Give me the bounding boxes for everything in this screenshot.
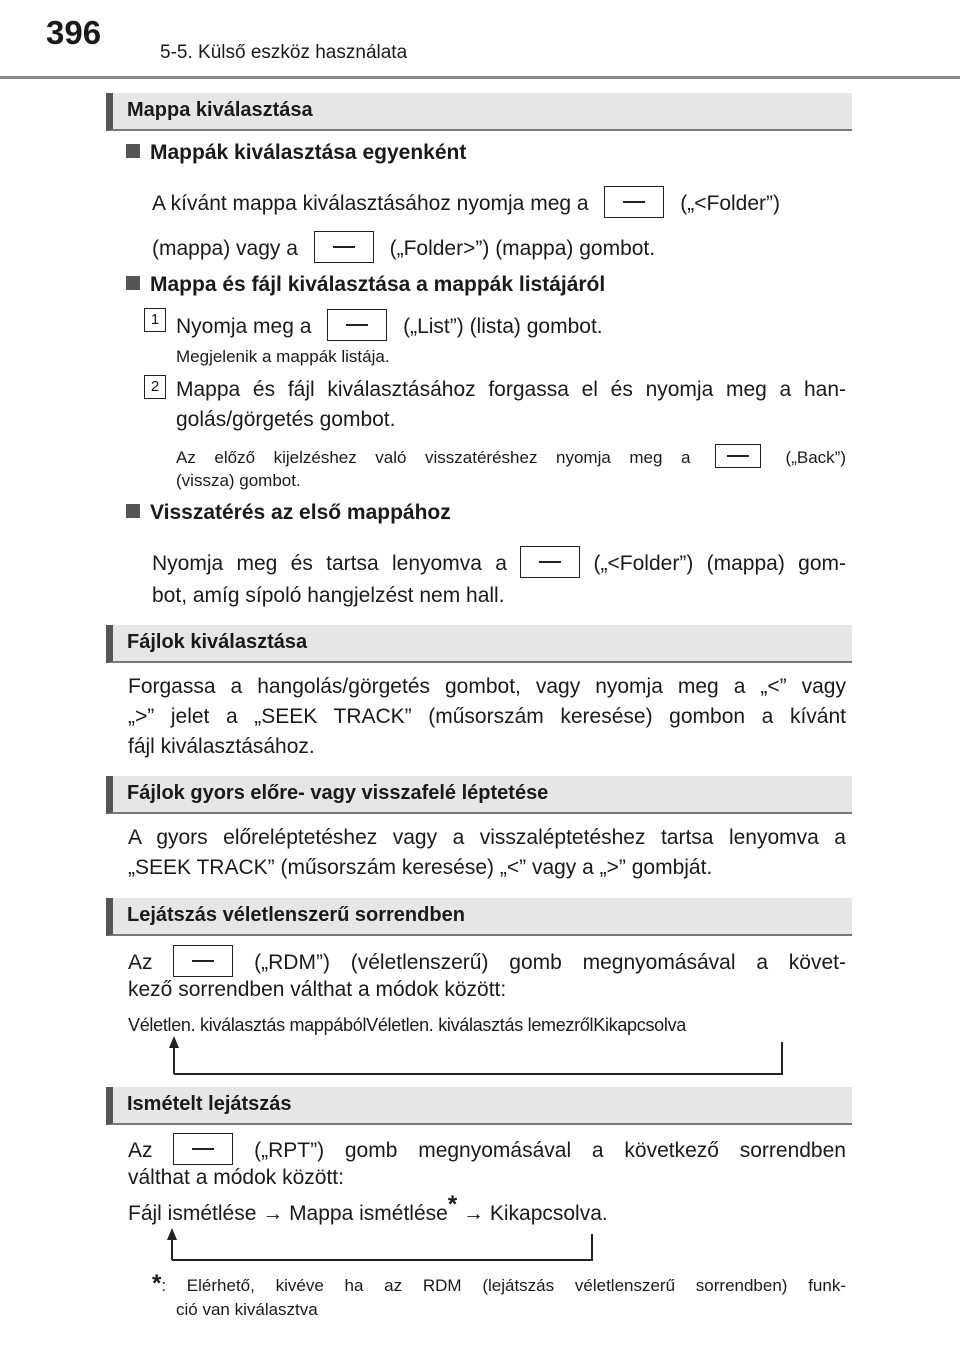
folder-prev-button-icon <box>604 186 664 218</box>
square-bullet-icon <box>126 504 140 518</box>
section-title: Ismételt lejátszás <box>127 1093 292 1115</box>
paragraph-line: A kívánt mappa kiválasztásához nyomja meg a („<Folder”) <box>152 186 780 219</box>
section-bar-folder-select <box>106 93 852 131</box>
footnote: *: Elérhető, kivéve ha az RDM (lejátszás véletlenszerű sorrendben) funk- <box>152 1270 846 1297</box>
cycle-arrow-icon <box>160 1034 800 1080</box>
arrow-right-icon: → <box>262 1202 284 1225</box>
chapter-title: 5-5. Külső eszköz használata <box>160 42 408 63</box>
rdm-button-icon <box>173 945 233 977</box>
paragraph-line: fájl kiválasztásához. <box>128 735 315 758</box>
subheading-from-list: Mappa és fájl kiválasztása a mappák listájáról <box>126 273 605 297</box>
note: (vissza) gombot. <box>176 471 301 490</box>
note: Megjelenik a mappák listája. <box>176 347 390 366</box>
header-rule <box>0 76 960 79</box>
section-title: Fájlok gyors előre- vagy visszafelé léptetése <box>127 782 549 804</box>
paragraph-line: Az („RPT”) gomb megnyomásával a következő sorrendben <box>128 1133 846 1166</box>
note: Az előző kijelzéshez való visszatéréshez nyomja meg a („Back”) <box>176 444 846 471</box>
arrow-right-icon: → <box>463 1202 484 1225</box>
footnote: ció van kiválasztva <box>176 1300 318 1319</box>
section-bar-repeat <box>106 1087 852 1125</box>
mode-cycle: Véletlen. kiválasztás mappábólVéletlen. kiválasztás lemezrőlKikapcsolva <box>128 1015 686 1035</box>
section-title: Mappa kiválasztása <box>127 99 313 121</box>
back-button-icon <box>715 444 761 468</box>
paragraph-line: golás/görgetés gombot. <box>176 408 396 431</box>
paragraph-line: Mappa és fájl kiválasztásához forgassa el és nyomja meg a han- <box>176 378 846 401</box>
list-button-icon <box>327 309 387 341</box>
section-bar-file-select <box>106 625 852 663</box>
folder-prev-button-icon <box>520 546 580 578</box>
paragraph-line: válthat a módok között: <box>128 1166 344 1189</box>
section-title: Fájlok kiválasztása <box>127 631 308 653</box>
paragraph-line: Nyomja meg és tartsa lenyomva a („<Folder”) (mappa) gom- <box>152 546 846 579</box>
section-bar-random <box>106 898 852 936</box>
paragraph-line: bot, amíg sípoló hangjelzést nem hall. <box>152 584 505 607</box>
paragraph-line: (mappa) vagy a („Folder>”) (mappa) gombot. <box>152 231 655 264</box>
folder-next-button-icon <box>314 231 374 263</box>
paragraph-line: „SEEK TRACK” (műsorszám keresése) „<” vagy a „>” gombját. <box>128 856 713 879</box>
paragraph-line: A gyors előreléptetéshez vagy a visszaléptetéshez tartsa lenyomva a <box>128 826 846 849</box>
section-bar-fast-step <box>106 776 852 814</box>
step-number: 2 <box>144 375 166 399</box>
rpt-button-icon <box>173 1133 233 1165</box>
mode-cycle: Fájl ismétlése → Mappa ismétlése* → Kikapcsolva. <box>128 1191 608 1225</box>
square-bullet-icon <box>126 144 140 158</box>
cycle-arrow-icon <box>160 1226 600 1266</box>
paragraph-line: Forgassa a hangolás/görgetés gombot, vagy nyomja meg a „<” vagy <box>128 675 846 698</box>
subheading-one-by-one: Mappák kiválasztása egyenként <box>126 141 466 165</box>
paragraph-line: Nyomja meg a („List”) (lista) gombot. <box>176 309 603 342</box>
paragraph-line: Az („RDM”) (véletlenszerű) gomb megnyomásával a követ- <box>128 945 846 978</box>
paragraph-line: kező sorrendben válthat a módok között: <box>128 978 507 1001</box>
step-number: 1 <box>144 308 166 332</box>
section-title: Lejátszás véletlenszerű sorrendben <box>127 904 465 926</box>
subheading-return-first: Visszatérés az első mappához <box>126 501 451 525</box>
square-bullet-icon <box>126 276 140 290</box>
page-number: 396 <box>46 14 102 51</box>
paragraph-line: „>” jelet a „SEEK TRACK” (műsorszám keresése) gombon a kívánt <box>128 705 846 728</box>
